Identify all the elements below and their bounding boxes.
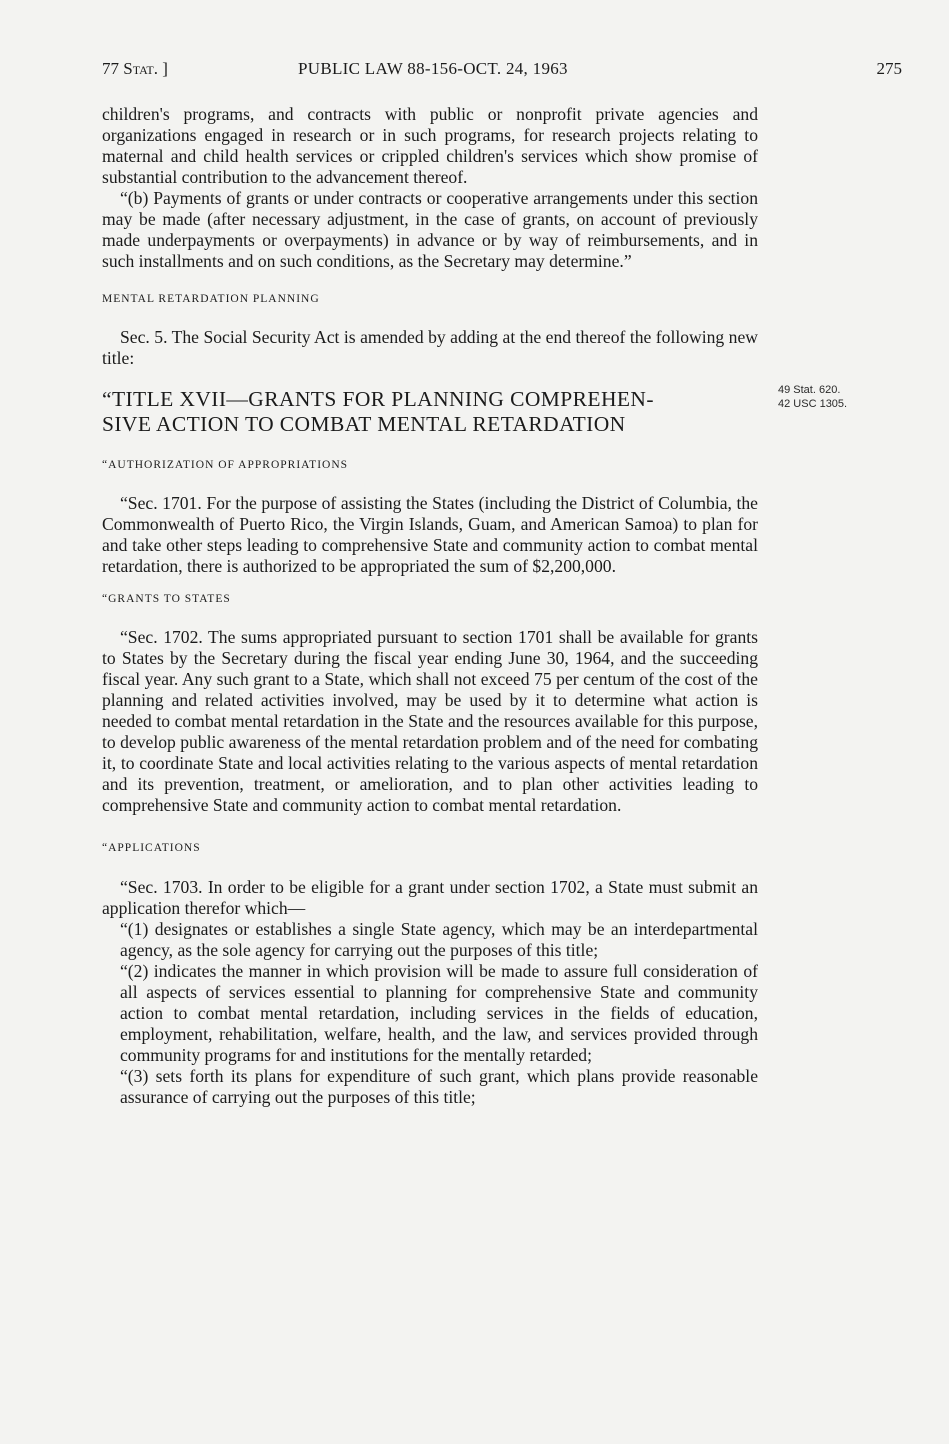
paragraph: children's programs, and contracts with public or nonprofit private agencies and organizations engaged in research or in such programs, for research projects relating to maternal and child health services or crippled children's services which show promise of substantial contribution to the advancement thereof. — [102, 104, 758, 187]
list-item-text: “(1) designates or establishes a single State agency, which may be an interdepartmental agency, as the sole agency for carrying out the purposes of this title; — [120, 919, 758, 960]
page-number: 275 — [876, 59, 902, 78]
paragraph: “(b) Payments of grants or under contracts or cooperative arrangements under this section may be made (after necessary adjustment, in the case of grants, on account of previously made underpayments or overpayments) in advance or by way of reimbursements, and in such installments and on such conditions, as the Secretary may determine.” — [102, 188, 758, 271]
running-header — [102, 59, 902, 83]
margin-citation-line: 42 USC 1305. — [778, 398, 848, 410]
public-law-title: PUBLIC LAW 88-156-OCT. 24, 1963 — [298, 59, 568, 78]
paragraph: “Sec. 1703. In order to be eligible for a grant under section 1702, a State must submit an application therefor which— — [102, 877, 758, 918]
paragraph: “Sec. 1702. The sums appropriated pursuant to section 1701 shall be available for grants to States by the Secretary during the fiscal year ending June 30, 1964, and the succeeding fiscal year. Any such grant to a State, which shall not exceed 75 per centum of the cost of the planning and related activities involved, may be used by it to determine what action is needed to combat mental retardation in the State and the resources available for this purpose, to develop public awareness of the mental retardation problem and of the need for combating it, to coordinate State and local activities relating to the various aspects of mental retardation and its prevention, treatment, or amelioration, and to plan other activities leading to comprehensive State and community action to combat mental retardation. — [102, 627, 758, 815]
list-item — [120, 961, 758, 1066]
margin-citation-line: 49 Stat. 620. — [778, 384, 841, 396]
paragraph: “Sec. 1701. For the purpose of assisting the States (including the District of Columbia, the Commonwealth of Puerto Rico, the Virgin Islands, Guam, and American Samoa) to plan for and take other steps leading to comprehensive State and community action to combat mental retardation, there is authorized to be appropriated the sum of $2,200,000. — [102, 493, 758, 576]
section-heading: “AUTHORIZATION OF APPROPRIATIONS — [102, 459, 349, 471]
list-item — [120, 919, 758, 961]
paragraph: Sec. 5. The Social Security Act is amended by adding at the end thereof the following new title: — [102, 327, 758, 368]
title-heading-line: SIVE ACTION TO COMBAT MENTAL RETARDATION — [102, 412, 626, 436]
body-text — [102, 104, 758, 1108]
statute-reference: 77 Stat. ] — [102, 59, 168, 78]
list-item-text: “(2) indicates the manner in which provision will be made to assure full consideration of all aspects of services essential to planning for comprehensive State and community action to combat mental retardation, including services in the fields of education, employment, rehabilitation, welfare, health, and the law, and services provided through community programs for and institutions for the mentally retarded; — [120, 961, 758, 1065]
title-heading-line: “TITLE XVII—GRANTS FOR PLANNING COMPREHEN- — [102, 387, 654, 411]
margin-citation — [778, 383, 847, 411]
list-item-text: “(3) sets forth its plans for expenditure of such grant, which plans provide reasonable assurance of carrying out the purposes of this title; — [120, 1066, 758, 1107]
section-heading: “APPLICATIONS — [102, 842, 201, 854]
list-item — [120, 1066, 758, 1108]
section-heading: MENTAL RETARDATION PLANNING — [102, 293, 320, 305]
section-heading: “GRANTS TO STATES — [102, 593, 231, 605]
title-heading — [102, 387, 758, 437]
